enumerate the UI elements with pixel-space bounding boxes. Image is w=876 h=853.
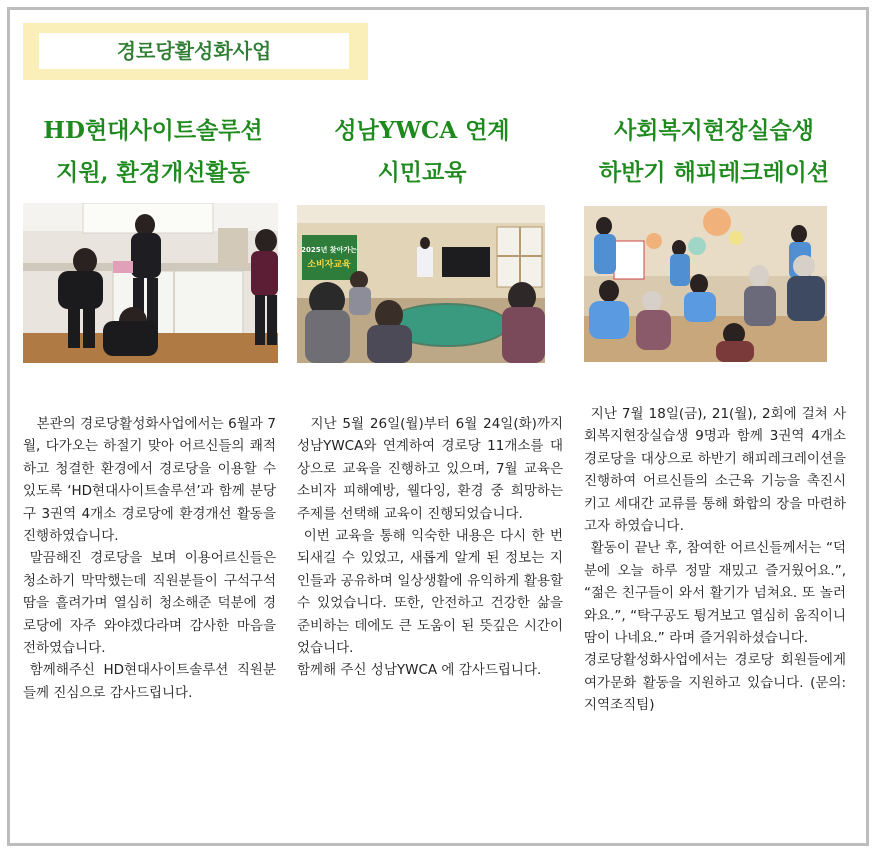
column-3-title-line-2: 하반기 해피레크레이션: [598, 159, 830, 186]
column-1-body: [23, 413, 276, 704]
classroom-education-photo: [297, 205, 545, 363]
recreation-balloons-photo: [584, 206, 827, 362]
column-2-title-line-2: 시민교육: [377, 159, 467, 186]
section-header-label-box: [39, 33, 349, 69]
section-title: 경로당활성화사업: [116, 39, 272, 63]
column-1-paragraph-3: 함께해주신 HD현대사이트솔루션 직원분들께 진심으로 감사드립니다.: [23, 662, 276, 701]
column-2-paragraph-1: 지난 5월 26일(월)부터 6월 24일(화)까지 성남YWCA와 연계하여 경로당 11개소를 대상으로 교육을 진행하고 있으며, 7월 교육은 소비자 피해예방, 웰다잉, 환경 중 희망하는 주제를 선택해 교육이 진행되었습니다.: [297, 416, 563, 522]
column-2-paragraph-2: 이번 교육을 통해 익숙한 내용은 다시 한 번 되새길 수 있었고, 새롭게 알게 된 정보는 지인들과 공유하며 일상생활에 유익하게 활용할 수 있었습니다. 또한, 안전하고 건강한 삶을 준비하는 데에도 큰 도움이 된 뜻깊은 시간이었습니다.: [297, 528, 563, 657]
column-1-title-line-2: 지원, 환경개선활동: [56, 159, 250, 186]
column-2-paragraph-3: 함께해 주신 성남YWCA 에 감사드립니다.: [297, 662, 542, 679]
section-header: [23, 23, 368, 80]
banner-text-line-1: 2025년 찾아가는: [301, 246, 357, 254]
column-1-title: [23, 110, 283, 194]
column-3-paragraph-2: 활동이 끝난 후, 참여한 어르신들께서는 “덕분에 오늘 하루 정말 재밌고 즐거웠어요.”, “젊은 친구들이 와서 활기가 넘쳐요. 또 놀러와요.”, “탁구공도 튕겨보고 열심히 움직이니 땀이 나네요.” 라며 즐거워하셨습니다.: [584, 540, 846, 647]
column-1-paragraph-1: 본관의 경로당활성화사업에서는 6월과 7월, 다가오는 하절기 맞아 어르신들의 쾌적하고 청결한 환경에서 경로당을 이용할 수 있도록 ‘HD현대사이트솔루션’과 함께 분당구 3권역 4개소 경로당에 환경개선 활동을 진행하였습니다.: [23, 416, 276, 545]
banner-text-line-2: 소비자교육: [307, 260, 351, 270]
column-1-paragraph-2: 말끔해진 경로당을 보며 이용어르신들은 청소하기 막막했는데 직원분들이 구석구석 땀을 흘려가며 열심히 청소해준 덕분에 경로당에 자주 와야겠다라며 감사한 마음을 전하였습니다.: [23, 550, 276, 657]
column-2-body: [297, 413, 563, 682]
kitchen-cleaning-photo: [23, 203, 278, 363]
column-3-paragraph-3: 경로당활성화사업에서는 경로당 회원들에게 여가문화 활동을 지원하고 있습니다. (문의: 지역조직팀): [584, 652, 846, 714]
column-3-title-line-1: 사회복지현장실습생: [614, 117, 814, 144]
column-3-title: [578, 110, 850, 194]
column-2-title: [297, 110, 547, 194]
column-1-title-line-1: HD현대사이트솔루션: [43, 117, 263, 144]
column-2-title-line-1: 성남YWCA 연계: [334, 117, 510, 144]
column-3-paragraph-1: 지난 7월 18일(금), 21(월), 2회에 걸쳐 사회복지현장실습생 9명과 함께 3권역 4개소 경로당을 대상으로 하반기 해피레크레이션을 진행하여 어르신들의 소근육 기능을 촉진시키고 세대간 교류를 통해 화합의 장을 마련하고자 하였습니다.: [584, 406, 846, 535]
column-3-body: [584, 403, 846, 717]
